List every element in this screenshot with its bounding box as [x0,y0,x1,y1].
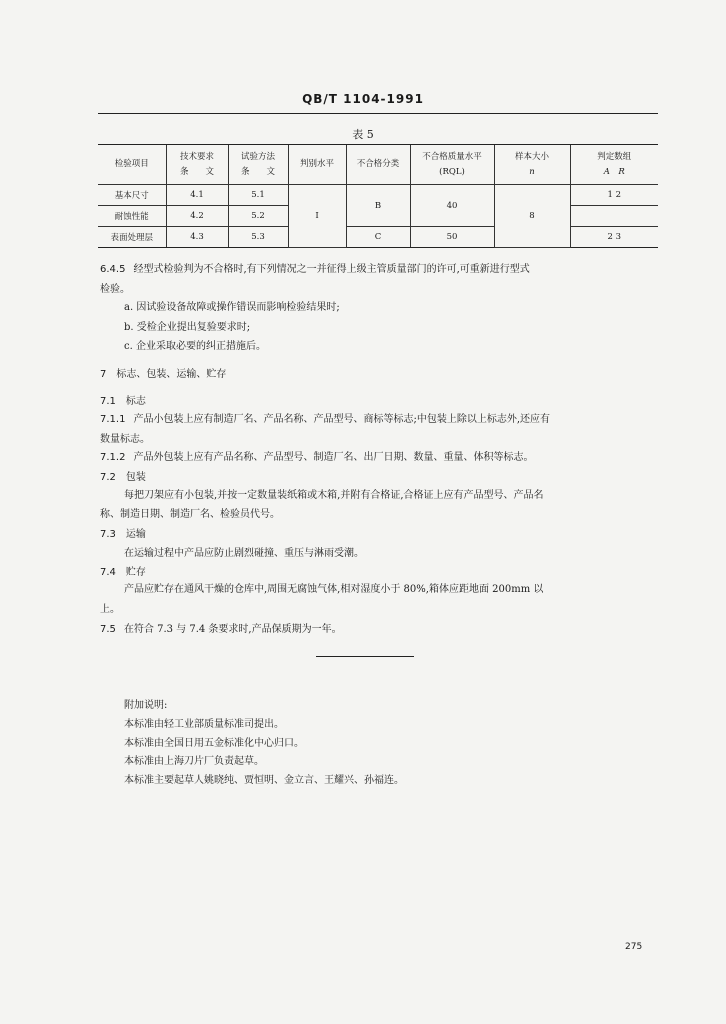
cell-judge: 2 3 [570,227,658,248]
clause-7-1-2: 7.1.2 产品外包装上应有产品名称、产品型号、制造厂名、出厂日期、数量、重量、体积等标志。 [100,452,534,463]
section-7-4-heading: 7.4 贮存 [100,567,146,578]
notes-line: 本标准由全国日用五金标准化中心归口。 [124,738,304,749]
cell-item: 表面处理层 [98,227,166,248]
clause-7-4-cont: 上。 [100,604,120,615]
clause-7-2-cont: 称、制造日期、制造厂名、检验员代号。 [100,509,280,520]
th-item: 检验项目 [98,145,166,185]
notes-title: 附加说明: [124,700,168,711]
list-item-c: c. 企业采取必要的纠正措施后。 [124,341,266,352]
th-judge: 判定数组 A R [570,145,658,185]
section-7-2-heading: 7.2 包装 [100,472,146,483]
th-level: 判别水平 [288,145,346,185]
cell-req: 4.3 [166,227,228,248]
cell-judge [570,206,658,227]
cell-method: 5.3 [228,227,288,248]
clause-7-1-1-cont: 数量标志。 [100,434,150,445]
section-7-1-heading: 7.1 标志 [100,396,146,407]
cell-req: 4.1 [166,185,228,206]
inspection-table [98,144,658,248]
clause-7-1-1: 7.1.1 产品小包装上应有制造厂名、产品名称、产品型号、商标等标志;中包装上除以上标志外,还应有 [100,414,551,425]
cell-rql-c: 50 [410,227,494,248]
notes-line: 本标准由上海刀片厂负责起草。 [124,756,264,767]
th-nc-class: 不合格分类 [346,145,410,185]
end-rule [316,656,414,657]
cell-item: 耐蚀性能 [98,206,166,227]
th-rql: 不合格质量水平 (RQL) [410,145,494,185]
cell-method: 5.1 [228,185,288,206]
th-sample-size: 样本大小 n [494,145,570,185]
list-item-a: a. 因试验设备故障或操作错误而影响检验结果时; [124,302,340,313]
cell-rql-b: 40 [410,185,494,227]
notes-line: 本标准主要起草人姚晓纯、贾恒明、金立言、王耀兴、孙福连。 [124,775,404,786]
notes-line: 本标准由轻工业部质量标准司提出。 [124,719,284,730]
clause-6-4-5: 6.4.5 经型式检验判为不合格时,有下列情况之一并征得上级主管质量部门的许可,可重新进行型式 [100,264,530,275]
cell-level: I [288,185,346,248]
cell-item: 基本尺寸 [98,185,166,206]
th-method: 试验方法 条 文 [228,145,288,185]
cell-sample-n: 8 [494,185,570,248]
cell-method: 5.2 [228,206,288,227]
section-7-heading: 7 标志、包装、运输、贮存 [100,369,227,380]
clause-7-4-text: 产品应贮存在通风干燥的仓库中,周围无腐蚀气体,相对湿度小于 80%,箱体应距地面 200mm 以 [124,584,544,595]
clause-7-3-text: 在运输过程中产品应防止剧烈碰撞、重压与淋雨受潮。 [124,548,364,559]
cell-class-c: C [346,227,410,248]
clause-7-5: 7.5 在符合 7.3 与 7.4 条要求时,产品保质期为一年。 [100,624,342,635]
cell-judge: 1 2 [570,185,658,206]
header-rule [98,113,658,114]
table-row [98,185,658,206]
page-number: 275 [625,942,643,952]
list-item-b: b. 受检企业提出复验要求时; [124,322,251,333]
clause-7-2-text: 每把刀架应有小包装,并按一定数量装纸箱或木箱,并附有合格证,合格证上应有产品型号、产品名 [124,490,544,501]
cell-req: 4.2 [166,206,228,227]
th-tech-req: 技术要求 条 文 [166,145,228,185]
clause-6-4-5-cont: 检验。 [100,284,130,295]
table-caption: 表 5 [352,128,374,141]
standard-code-header: QB/T 1104-1991 [302,92,424,106]
cell-class-b: B [346,185,410,227]
section-7-3-heading: 7.3 运输 [100,529,146,540]
table-header-row [98,145,658,185]
table-row [98,227,658,248]
